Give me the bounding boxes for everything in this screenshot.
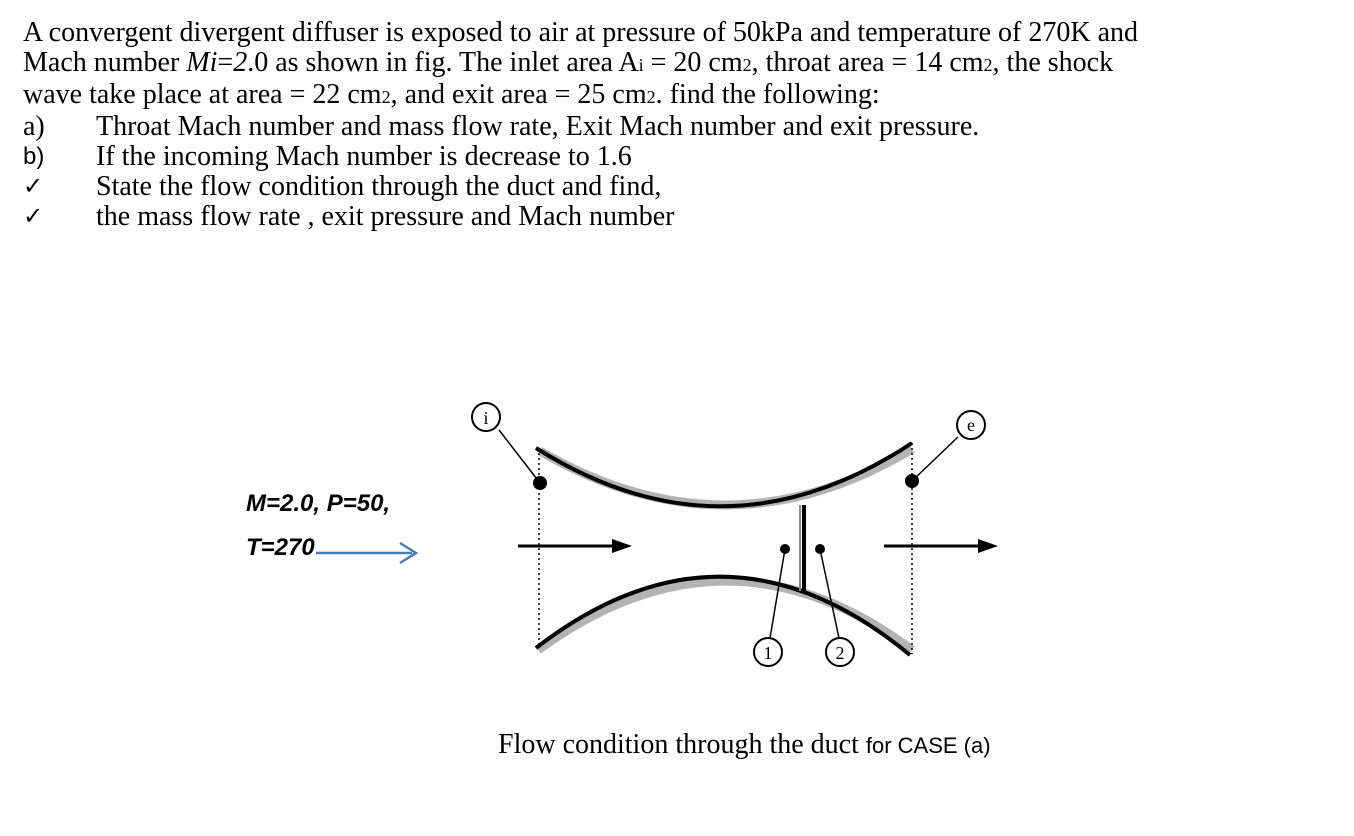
list-item-text: If the incoming Mach number is decrease to 1.6 [96,141,632,172]
station-1-label: 1 [763,643,773,663]
line3-prefix: wave take place at area = 22 cm [23,79,382,110]
station-2-label: 2 [835,643,845,663]
problem-line-1: A convergent divergent diffuser is exposed to air at pressure of 50kPa and temperature of 270K and [23,17,1139,48]
checkmark-icon: ✓ [23,173,44,200]
figure-caption [498,729,991,761]
station-1-marker [754,544,790,666]
flow-arrow-inlet-icon [518,539,632,553]
checkmark-icon: ✓ [23,203,44,230]
list-item-text: State the flow condition through the duct and find, [96,171,662,202]
station-i-marker [472,403,547,490]
unit-exponent: 2 [646,87,656,107]
list-marker: b) [23,143,45,170]
caption-main: Flow condition through the duct [498,729,866,760]
unit-exponent: 2 [742,55,752,75]
mach-value: 2 [233,47,248,78]
inlet-arrow-icon [316,543,416,563]
line2-mid2: = 20 cm [643,47,743,78]
unit-exponent: 2 [983,55,993,75]
line2-end: , the shock [992,47,1114,78]
line2-mid3: , throat area = 14 cm [751,47,984,78]
equals-sign: = [217,47,234,78]
unit-exponent: 2 [381,87,391,107]
list-marker: a) [23,111,45,142]
station-e-marker [905,411,985,488]
station-i-label: i [483,408,489,428]
upper-wall-shadow [540,449,912,505]
mach-symbol: Mi [186,47,218,78]
list-item-text: Throat Mach number and mass flow rate, Exit Mach number and exit pressure. [96,111,980,142]
line2-mid: .0 as shown in fig. The inlet area A [247,47,639,78]
line2-prefix: Mach number [23,47,187,78]
flow-arrow-exit-icon [884,539,998,553]
list-item-text: the mass flow rate , exit pressure and Mach number [96,201,675,232]
inlet-condition-label-2: T=270 [246,534,315,561]
inlet-subscript: i [638,55,644,75]
line3-end: . find the following: [655,79,880,110]
line3-mid: , and exit area = 25 cm [390,79,647,110]
caption-case: for CASE (a) [865,733,991,758]
station-e-label: e [967,415,975,435]
inlet-condition-label-1: M=2.0, P=50, [246,490,391,517]
